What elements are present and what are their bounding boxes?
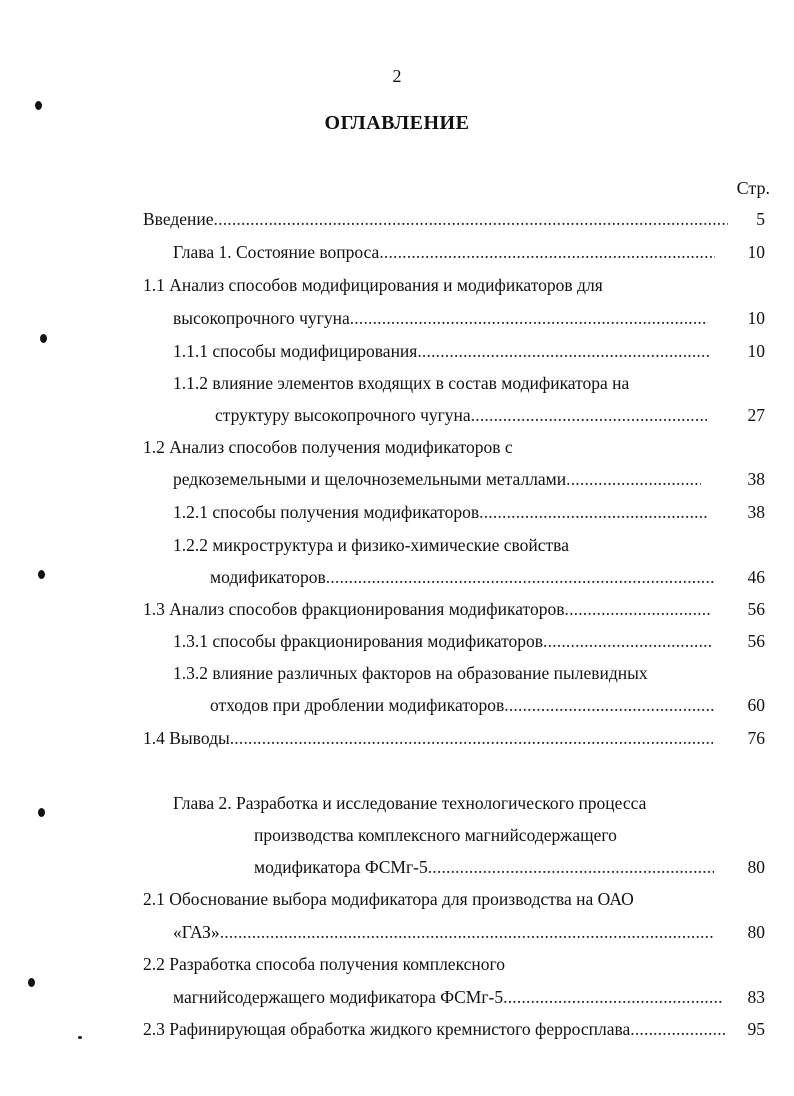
punch-mark <box>40 334 47 343</box>
toc-entry <box>173 661 733 685</box>
toc-entry <box>173 339 710 363</box>
toc-entry <box>254 823 704 847</box>
toc-entry <box>143 435 643 459</box>
toc-entry-text: 1.4 Выводы <box>143 728 230 748</box>
toc-entry <box>173 240 715 264</box>
toc-entry <box>173 500 708 524</box>
toc-entry-text: 2.1 Обоснование выбора модификатора для производства на ОАО <box>143 889 634 909</box>
toc-entry-text: «ГАЗ» <box>173 922 220 942</box>
toc-leader <box>220 920 713 944</box>
toc-entry-text: 1.1.2 влияние элементов входящих в состав модификатора на <box>173 373 630 393</box>
punch-mark <box>78 1036 82 1039</box>
toc-entry <box>254 855 714 879</box>
toc-entry-text: 2.2 Разработка способа получения комплексного <box>143 954 506 974</box>
toc-entry-text: модификаторов <box>210 567 326 587</box>
toc-leader <box>543 629 713 653</box>
toc-entry <box>143 207 728 231</box>
toc-entry-text: 1.2.1 способы получения модификаторов <box>173 502 480 522</box>
toc-entry <box>143 597 710 621</box>
toc-leader <box>326 565 715 589</box>
punch-mark <box>35 101 42 110</box>
toc-entry-page: 56 <box>747 599 765 619</box>
toc-entry <box>173 985 723 1009</box>
toc-leader <box>565 597 711 621</box>
page-number: 2 <box>392 66 402 86</box>
toc-entry-page: 80 <box>747 922 765 942</box>
toc-entry-text: структуру высокопрочного чугуна <box>215 405 471 425</box>
toc-entry <box>173 629 713 653</box>
toc-entry <box>173 306 708 330</box>
page-column-label: Стр. <box>736 178 770 198</box>
punch-mark <box>38 570 45 579</box>
toc-entry <box>143 726 713 750</box>
punch-mark <box>28 978 35 987</box>
toc-leader <box>428 855 714 879</box>
toc-entry-page: 56 <box>747 631 765 651</box>
toc-entry-text: 1.3.1 способы фракционирования модификаторов <box>173 631 544 651</box>
toc-entry-text: Глава 2. Разработка и исследование технологического процесса <box>173 793 647 813</box>
toc-leader <box>471 403 707 427</box>
toc-entry <box>173 791 743 815</box>
toc-entry-page: 10 <box>747 308 765 328</box>
toc-entry-text: 1.3 Анализ способов фракционирования модификаторов <box>143 599 565 619</box>
toc-entry <box>173 467 701 491</box>
toc-entry-page: 46 <box>747 567 765 587</box>
toc-leader <box>350 306 708 330</box>
toc-entry <box>143 887 723 911</box>
toc-entry-page: 10 <box>747 242 765 262</box>
toc-entry <box>210 693 715 717</box>
toc-entry-text: 1.1.1 способы модифицирования <box>173 341 418 361</box>
toc-entry-text: модификатора ФСМг-5 <box>254 857 428 877</box>
toc-leader <box>566 467 701 491</box>
toc-entry <box>210 565 715 589</box>
punch-mark <box>38 808 45 817</box>
toc-entry <box>143 952 643 976</box>
toc-entry-page: 95 <box>747 1019 765 1039</box>
toc-entry-text: 2.3 Рафинирующая обработка жидкого кремнистого ферросплава <box>143 1019 631 1039</box>
toc-entry-page: 38 <box>747 469 765 489</box>
toc-entry-text: отходов при дроблении модификаторов <box>210 695 505 715</box>
toc-entry-page: 80 <box>747 857 765 877</box>
toc-entry <box>143 273 713 297</box>
toc-leader <box>503 985 723 1009</box>
toc-entry-text: редкоземельными и щелочноземельными металлами <box>173 469 567 489</box>
toc-entry <box>173 371 733 395</box>
toc-leader <box>417 339 710 363</box>
toc-entry-page: 38 <box>747 502 765 522</box>
toc-leader <box>479 500 708 524</box>
toc-entry-page: 10 <box>747 341 765 361</box>
toc-entry-text: 1.3.2 влияние различных факторов на образование пылевидных <box>173 663 648 683</box>
toc-entry-text: производства комплексного магнийсодержащего <box>254 825 617 845</box>
toc-leader <box>630 1017 726 1041</box>
toc-entry-page: 27 <box>747 405 765 425</box>
toc-entry <box>215 403 707 427</box>
toc-entry-page: 83 <box>747 987 765 1007</box>
toc-entry-text: 1.2 Анализ способов получения модификаторов с <box>143 437 513 457</box>
toc-leader <box>214 207 728 231</box>
toc-entry-page: 5 <box>756 209 765 229</box>
toc-entry <box>173 533 673 557</box>
toc-entry-text: магнийсодержащего модификатора ФСМг-5 <box>173 987 504 1007</box>
toc-entry <box>143 1017 726 1041</box>
toc-leader <box>379 240 715 264</box>
toc-entry-text: 1.1 Анализ способов модифицирования и модификаторов для <box>143 275 603 295</box>
toc-title: ОГЛАВЛЕНИЕ <box>324 112 470 134</box>
toc-entry-page: 76 <box>747 728 765 748</box>
toc-entry <box>173 920 713 944</box>
toc-entry-text: Глава 1. Состояние вопроса <box>173 242 380 262</box>
toc-entry-page: 60 <box>747 695 765 715</box>
toc-entry-text: высокопрочного чугуна <box>173 308 350 328</box>
toc-entry-text: Введение <box>143 209 214 229</box>
toc-leader <box>504 693 715 717</box>
toc-leader <box>230 726 713 750</box>
toc-entry-text: 1.2.2 микроструктура и физико-химические свойства <box>173 535 569 555</box>
